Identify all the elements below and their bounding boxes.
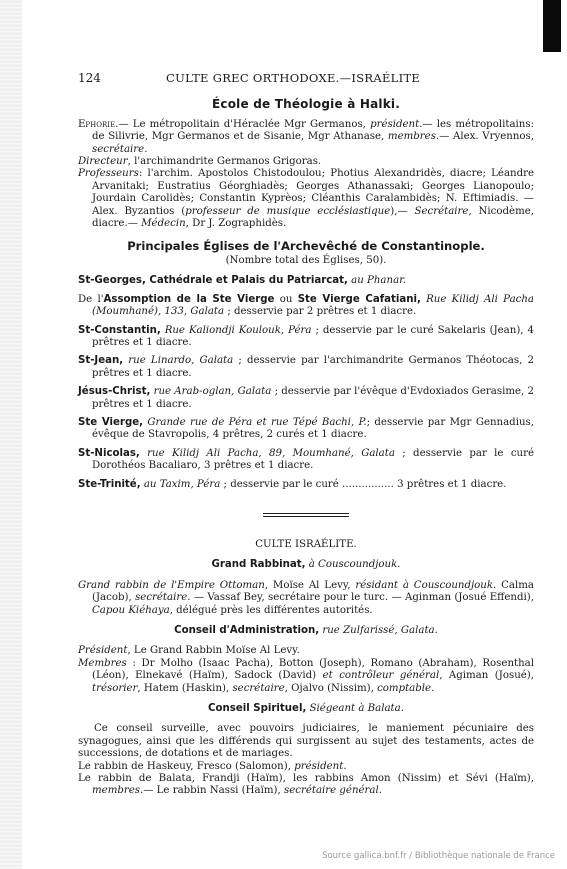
membres-text: : Dr Molho (Isaac Pacha), Botton (Joseph), Romano (Abraham), Rosenthal (Léon), Elnekavé (Haïm), Sadock (David)	[92, 657, 534, 682]
professeurs-label: Professeurs	[78, 168, 139, 180]
membres-text: , Ojalvo (Nissim),	[284, 682, 378, 694]
grand-rabbin-text: . — Vassaf Bey, secrétaire pour le turc. — Aginman (Josué Effendi),	[187, 592, 534, 604]
directeur-paragraph	[78, 156, 534, 168]
church-mid: ou	[274, 293, 298, 305]
directeur-label: Directeur	[78, 156, 128, 168]
grand-rabbin-text: , Moïse Al Levy,	[264, 579, 356, 591]
secretaire-label: Secrétaire	[414, 205, 469, 217]
professeurs-text: ),—	[390, 205, 415, 217]
church-entry	[78, 275, 534, 287]
church-entry	[78, 294, 534, 319]
secretaire-text: , Nicodème, diacre.—	[92, 205, 535, 230]
grand-rabbin-secretaire: secrétaire	[135, 592, 188, 604]
scan-edge-texture	[0, 0, 22, 869]
medecin-text: , Dr J. Zographidès.	[185, 218, 287, 230]
professeurs-text: : l'archim. Apostolos Chistodoulou; Photius Alexandridès, diacre; Léandre Arvanitaki; Eustratius Géorghiadès; Georges Athanassaki; Georges Lianopoulo; Jourdain Carolidès; Constantin Kyprèos; Cléanthis Caralambidès; N. Eftimiadis. — Alex. Byzantios (	[92, 168, 534, 217]
halki-section-title: École de Théologie à Halki.	[212, 97, 400, 112]
running-title: CULTE GREC ORTHODOXE.—ISRAÉLITE	[166, 71, 421, 85]
church-location: Rue Kaliondji Koulouk, Péra	[160, 324, 312, 336]
medecin-label: Médecin	[141, 218, 186, 230]
secretaire: secrétaire	[232, 682, 285, 694]
church-name: St-Jean,	[78, 355, 124, 367]
ephorie-label: Ephorie.	[78, 118, 119, 130]
church-location: Grande rue de Péra et rue Tépé Bachi, P.	[143, 416, 367, 428]
professeur-musique: professeur de musique ecclésiastique	[185, 205, 391, 217]
church-entry	[78, 448, 534, 473]
church-location: rue Kilidj Ali Pacha, 89, Moumhané, Galata	[139, 447, 395, 459]
church-name: St-Constantin,	[78, 324, 161, 336]
grand-rabbin-paragraph	[78, 580, 534, 617]
church-entry	[78, 479, 534, 491]
church-location: au Taxim, Péra	[140, 478, 221, 490]
comptable: comptable	[377, 682, 432, 694]
ephorie-president: président	[370, 118, 420, 130]
balata-text: Le rabbin de Balata, Frandji (Haïm), les rabbins Amon (Nissim) et Sévi (Haïm),	[78, 773, 534, 785]
conseil-spirituel-title: Conseil Spirituel,	[208, 703, 307, 715]
rabbinat-title-line	[78, 559, 534, 571]
rabbinat-title: Grand Rabbinat,	[211, 559, 306, 571]
haskeuy-paragraph	[78, 761, 534, 773]
church-location: rue Arab-oglan, Galata	[150, 386, 272, 398]
balata-secretaire-general: secrétaire général	[283, 785, 379, 797]
membres-text: .	[431, 682, 435, 694]
conseil-spirituel-title-line	[78, 703, 534, 715]
church-location: Rue Kilidj Ali Pacha (Moumhané), 133, Galata	[92, 293, 534, 318]
church-name: Assomption de la Ste Vierge	[103, 293, 275, 305]
conseil-admin-location: rue Zulfarissé, Galata.	[319, 625, 438, 636]
church-entry	[78, 417, 534, 442]
eglises-section-title: Principales Églises de l'Archevêché de Constantinople.	[127, 239, 485, 254]
membres-paragraph	[78, 658, 534, 695]
president-text: , Le Grand Rabbin Moïse Al Levy.	[127, 645, 300, 657]
membres-text: , Hatem (Haskin),	[137, 682, 233, 694]
church-service: ; desservie par l'archimandrite Germanos Théotocas, 2 prêtres et 1 diacre.	[92, 355, 534, 379]
church-service: ; desservie par le curé ................ 3 prêtres et 1 diacre.	[220, 478, 507, 490]
balata-paragraph	[78, 773, 534, 798]
controleur-general: et contrôleur général	[322, 670, 440, 682]
grand-rabbin-title: Grand rabbin de l'Empire Ottoman	[78, 579, 265, 591]
church-service: ; desservie par 2 prêtres et 1 diacre.	[224, 306, 417, 318]
president-label: Président	[78, 645, 128, 657]
church-entry	[78, 325, 534, 350]
church-service: ; desservie par le curé Sakelaris (Jean), 4 prêtres et 1 diacre.	[92, 324, 534, 348]
document-page	[78, 72, 534, 798]
membres-text: , Agiman (Josué),	[439, 670, 534, 682]
president-paragraph	[78, 645, 534, 657]
capou-kiehaya: Capou Kiéhaya	[92, 604, 170, 616]
ephorie-paragraph	[78, 119, 534, 156]
tresorier: trésorier	[92, 682, 138, 694]
professeurs-paragraph	[78, 168, 534, 230]
church-location: rue Linardo, Galata	[123, 355, 234, 367]
grand-rabbin-residence: résidant à Couscoundjouk	[355, 579, 494, 591]
church-entry	[78, 355, 534, 380]
eglises-subtitle: (Nombre total des Églises, 50).	[225, 254, 387, 266]
haskeuy-text: .	[343, 760, 347, 772]
ephorie-membres: membres	[387, 131, 436, 143]
directeur-text: , l'archimandrite Germanos Grigoras.	[127, 156, 322, 168]
balata-text: .— Le rabbin Nassi (Haïm),	[140, 785, 284, 797]
ephorie-secretaire: secrétaire	[92, 143, 145, 155]
source-footer: Source gallica.bnf.fr / Bibliothèque nationale de France	[322, 851, 555, 861]
section-divider	[263, 513, 349, 517]
church-prefix: De l'	[78, 293, 104, 305]
church-service: ; desservie par l'évêque d'Evdoxiados Gerasime, 2 prêtres et 1 diacre.	[92, 386, 535, 410]
ephorie-text: .	[144, 143, 148, 155]
church-service: ; desservie par le curé Dorothéos Bacaliaro, 3 prêtres et 1 diacre.	[92, 447, 534, 472]
conseil-admin-title: Conseil d'Administration,	[174, 625, 320, 636]
church-name: Ste Vierge,	[78, 416, 144, 428]
page-number: 124	[78, 71, 101, 85]
israelite-heading: CULTE ISRAÉLITE.	[255, 538, 357, 550]
ephorie-text: — Le métropolitain d'Héraclée Mgr Germanos,	[118, 118, 371, 130]
church-name: Ste-Trinité,	[78, 478, 141, 490]
balata-text: .	[378, 785, 383, 797]
haskeuy-president: président	[294, 760, 344, 772]
conseil-admin-title-line	[78, 625, 534, 637]
haskeuy-text: Le rabbin de Haskeuy, Fresco (Salomon),	[78, 760, 295, 772]
page-header	[78, 72, 534, 84]
rabbinat-location: à Couscoundjouk.	[305, 559, 401, 571]
conseil-spirituel-location: Siégeant à Balata.	[306, 703, 404, 715]
ephorie-text: .— Alex. Vryennos,	[435, 131, 534, 143]
membres-label: Membres	[78, 657, 127, 669]
ephorie-text: .— les métropolitains: de Silivrie, Mgr Germanos et de Sisanie, Mgr Athanase,	[92, 118, 534, 143]
balata-membres: membres	[92, 785, 140, 797]
church-name-alt: Ste Vierge Cafatiani,	[297, 293, 421, 305]
spirituel-paragraph: Ce conseil surveille, avec pouvoirs judiciaires, le maniement pécuniaire des synagogues, ainsi que les différends qui surgissent au sujet des testaments, actes de successions, de dotations et de mariages.	[78, 723, 534, 760]
grand-rabbin-text: . Calma (Jacob),	[92, 579, 534, 604]
church-name: Jésus-Christ,	[78, 386, 151, 398]
church-entry	[78, 386, 534, 411]
scan-corner-mark	[543, 0, 561, 52]
church-location: au Phanar.	[347, 275, 407, 287]
church-service: ; desservie par Mgr Gennadius, évêque de Stavropolis, 4 prêtres, 2 curés et 1 diacre.	[92, 416, 534, 441]
church-name: St-Nicolas,	[78, 447, 140, 459]
church-name: St-Georges, Cathédrale et Palais du Patriarcat,	[78, 275, 348, 287]
grand-rabbin-text: , délégué près les différentes autorités.	[169, 604, 373, 616]
